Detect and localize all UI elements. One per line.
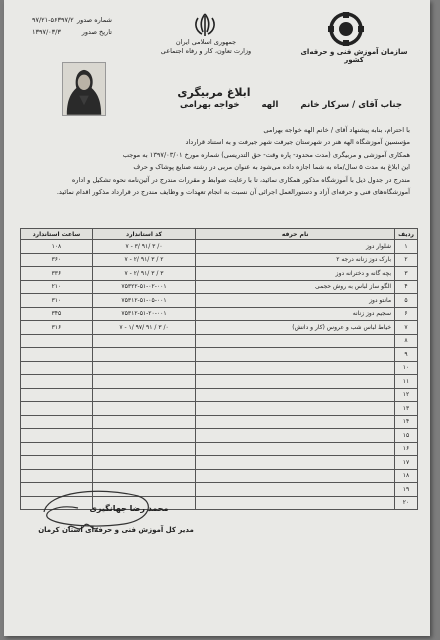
table-row	[21, 334, 418, 348]
cell-standard-hours	[21, 388, 93, 402]
cell-row-number: ۹	[395, 348, 418, 362]
table-row	[21, 456, 418, 470]
cell-standard-hours: ۳۴۵	[21, 307, 93, 321]
cell-standard-code	[92, 415, 195, 429]
cell-profession-name: بچه گانه و دخترانه دوز	[196, 267, 395, 281]
table-row	[21, 469, 418, 483]
cell-profession-name: سجیم دوز زنانه	[196, 307, 395, 321]
cell-profession-name: شلوار دوز	[196, 240, 395, 254]
cell-profession-name	[196, 348, 395, 362]
cell-row-number: ۱۸	[395, 469, 418, 483]
table-row	[21, 321, 418, 335]
table-row	[21, 348, 418, 362]
cell-profession-name	[196, 429, 395, 443]
portrait-photo	[62, 62, 106, 116]
table-row	[21, 240, 418, 254]
republic-line: جمهوری اسلامی ایران	[175, 38, 237, 46]
issue-number-value: ۹۷/۲۱-۵۶۳۹۷/۲	[32, 16, 74, 24]
cell-row-number: ۱۱	[395, 375, 418, 389]
table-body	[21, 240, 418, 510]
issue-info	[32, 14, 112, 38]
cell-row-number: ۶	[395, 307, 418, 321]
cell-profession-name	[196, 496, 395, 510]
issue-date-value: ۱۳۹۷/۰۳/۳	[32, 28, 61, 36]
cell-row-number: ۸	[395, 334, 418, 348]
cell-standard-hours	[21, 442, 93, 456]
cell-standard-code	[92, 334, 195, 348]
signer-title: مدیر کل آموزش فنی و حرفه‌ای استان کرمان	[38, 526, 194, 534]
cell-standard-code	[92, 456, 195, 470]
cell-profession-name	[196, 469, 395, 483]
cell-standard-hours	[21, 429, 93, 443]
cell-standard-hours: ۳۱۶	[21, 321, 93, 335]
table-row	[21, 402, 418, 416]
cell-standard-code: ۷ - ۲/ ۹۱/ ۳ / ۳	[92, 267, 195, 281]
table-row	[21, 253, 418, 267]
header-standard-code: کد استاندارد	[92, 229, 195, 240]
cell-standard-code: ۷۵۳۲۲-۵۱-۰۲-۰۰۱	[92, 280, 195, 294]
body-line: مؤسسین آموزشگاه الهه هنر در شهرستان جیرفت شهر جیرفت و به استناد قرارداد	[185, 138, 410, 147]
cell-standard-code	[92, 442, 195, 456]
cell-standard-hours	[21, 361, 93, 375]
cell-profession-name	[196, 375, 395, 389]
cell-profession-name: الگو ساز لباس به روش حجمی	[196, 280, 395, 294]
ministry-block	[154, 38, 258, 56]
cell-row-number: ۱۲	[395, 388, 418, 402]
cell-standard-hours	[21, 415, 93, 429]
cell-standard-code	[92, 375, 195, 389]
cell-profession-name: خیاط لباس شب و عروس (کار و دانش)	[196, 321, 395, 335]
table-row	[21, 442, 418, 456]
table-row	[21, 388, 418, 402]
cell-row-number: ۱۴	[395, 415, 418, 429]
body-line: آموزشگاه‌های فنی و حرفه‌ای آزاد و دستورالعمل اجرائی آن نسبت به انجام تعهدات و وظایف مندرج در قرارداد مذکور اقدام نمائید.	[56, 188, 410, 197]
signer-name: محمد رضا جهانگیری	[89, 504, 169, 513]
cell-standard-hours: ۱۰۸	[21, 240, 93, 254]
cell-row-number: ۱۶	[395, 442, 418, 456]
table-row	[21, 361, 418, 375]
cell-row-number: ۱	[395, 240, 418, 254]
salutation: جناب آقای / سرکار خانم	[300, 100, 402, 110]
table-header-row	[21, 229, 418, 240]
cell-profession-name: مانتو دوز	[196, 294, 395, 308]
body-line: همکاری آموزشی و مربیگری (مدت محدود- پاره وقت- حق التدریسی) شماره مورخ ۱۳۹۷/۰۳/۰۱ به موجب	[122, 150, 410, 159]
header-profession-name: نام حرفه	[196, 229, 395, 240]
cell-row-number: ۴	[395, 280, 418, 294]
cell-row-number: ۱۷	[395, 456, 418, 470]
cell-row-number: ۲۰	[395, 496, 418, 510]
table-row	[21, 267, 418, 281]
cell-standard-code	[92, 348, 195, 362]
cell-row-number: ۱۹	[395, 483, 418, 497]
cell-row-number: ۲	[395, 253, 418, 267]
cell-standard-code	[92, 469, 195, 483]
table-row	[21, 429, 418, 443]
cell-standard-code: ۷ - ۲/ ۹۱/ ۳ / ۲	[92, 253, 195, 267]
cell-standard-code	[92, 429, 195, 443]
cell-profession-name	[196, 388, 395, 402]
header-row-number: ردیف	[395, 229, 418, 240]
cell-standard-code	[92, 388, 195, 402]
body-line: این ابلاغ به مدت ۵ سال/ماه به شما اجازه داده می‌شود به عنوان مربی در رشته صنایع پوشاک و حرف	[133, 163, 410, 172]
cell-standard-hours	[21, 375, 93, 389]
cell-profession-name	[196, 361, 395, 375]
cell-standard-hours	[21, 348, 93, 362]
cell-standard-hours	[21, 469, 93, 483]
tvto-logo-icon	[326, 12, 366, 46]
document-title: ابلاغ مربیگری	[177, 86, 251, 99]
body-text	[18, 124, 410, 198]
cell-standard-code: ۷ - ۳/ ۹۱/ ۳ /۰	[92, 240, 195, 254]
cell-standard-code: ۷۵۳۱۲-۵۱-۲۰-۰۰۱	[92, 307, 195, 321]
body-line: با احترام، بنابه پیشنهاد آقای / خانم الهه خواجه بهرامی	[263, 126, 410, 134]
issue-number-label: شماره صدور	[76, 16, 112, 24]
document-page	[4, 0, 430, 636]
cell-row-number: ۱۳	[395, 402, 418, 416]
cell-profession-name	[196, 456, 395, 470]
addressee-line	[112, 100, 402, 110]
table-row	[21, 294, 418, 308]
header-standard-hours: ساعت استاندارد	[21, 229, 93, 240]
table-row	[21, 375, 418, 389]
cell-profession-name	[196, 442, 395, 456]
cell-profession-name	[196, 415, 395, 429]
issue-date-label: تاریخ صدور	[81, 28, 112, 36]
cell-standard-hours: ۳۳۶	[21, 267, 93, 281]
cell-standard-code	[92, 402, 195, 416]
cell-profession-name	[196, 334, 395, 348]
table-row	[21, 415, 418, 429]
cell-standard-hours: ۳۶۰	[21, 253, 93, 267]
cell-row-number: ۳	[395, 267, 418, 281]
cell-row-number: ۱۵	[395, 429, 418, 443]
addressee-first-name: الهه	[261, 100, 279, 110]
cell-standard-code	[92, 361, 195, 375]
cell-standard-hours	[21, 402, 93, 416]
cell-row-number: ۷	[395, 321, 418, 335]
cell-row-number: ۵	[395, 294, 418, 308]
table-row	[21, 307, 418, 321]
cell-row-number: ۱۰	[395, 361, 418, 375]
cell-profession-name: بارک دوز زنانه درجه ۲	[196, 253, 395, 267]
cell-standard-hours	[21, 334, 93, 348]
profession-table	[20, 228, 418, 510]
iran-emblem-icon	[190, 12, 220, 38]
cell-standard-code: ۷ - ۱/ ۹۷/ ۹۱ / ۳ /۰	[92, 321, 195, 335]
addressee-last-name: خواجه بهرامی	[180, 100, 240, 110]
organization-name: سازمان آموزش فنی و حرفه‌ای کشور	[300, 48, 408, 64]
cell-standard-hours: ۲۱۰	[21, 280, 93, 294]
cell-standard-hours: ۳۱۰	[21, 294, 93, 308]
ministry-line: وزارت تعاون، کار و رفاه اجتماعی	[160, 47, 252, 55]
body-line: مندرج در جدول ذیل با آموزشگاه مذکور همکاری نمائید، تا با رعایت ضوابط و مقررات مندرج در آئین‌نامه نحوه تشکیل و اداره	[71, 175, 410, 184]
cell-standard-hours	[21, 456, 93, 470]
cell-profession-name	[196, 483, 395, 497]
cell-profession-name	[196, 402, 395, 416]
table-row	[21, 280, 418, 294]
cell-standard-code: ۷۵۳۱۲-۵۱-۰۵-۰۰۱	[92, 294, 195, 308]
